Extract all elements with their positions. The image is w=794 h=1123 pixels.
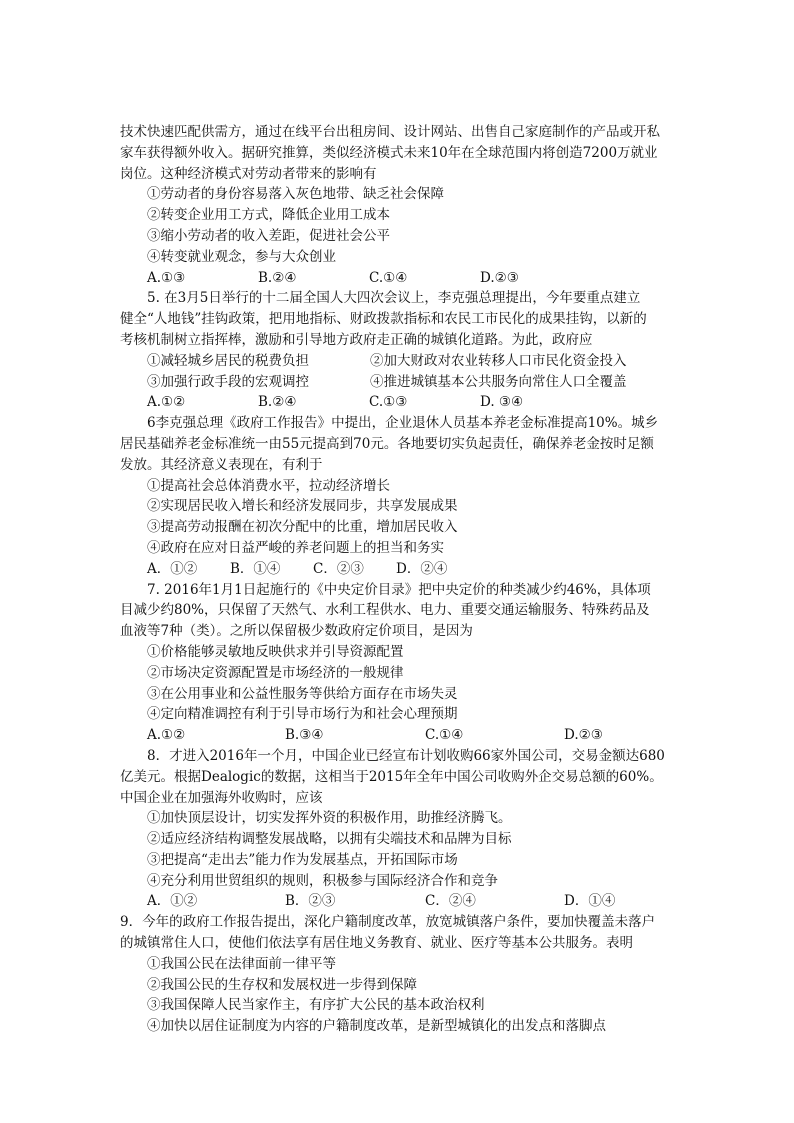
statement-item: ④充分利用世贸组织的规则，积极参与国际经济合作和竞争 [147, 872, 498, 889]
stem-line: 考核机制树立指挥棒，激励和引导地方政府走正确的城镇化道路。为此，政府应 [120, 331, 593, 348]
option-c: C.①④ [369, 269, 408, 286]
statement-item: ②市场决定资源配置是市场经济的一般规律 [147, 664, 404, 681]
statement-item: ③我国保障人民当家作主，有序扩大公民的基本政治权利 [147, 997, 485, 1014]
statement-item: ④转变就业观念，参与大众创业 [147, 248, 336, 265]
option-c: C．②③ [313, 560, 364, 577]
statement-row [120, 372, 675, 393]
option-b: B．②③ [285, 893, 336, 910]
exam-page [120, 122, 675, 1037]
statement-item: ③加强行政手段的宏观调控 [147, 373, 309, 390]
statement-item: ②加大财政对农业转移人口市民化资金投入 [370, 352, 627, 369]
option-b: B．①④ [230, 560, 281, 577]
statement-item: ②我国公民的生存权和发展权进一步得到保障 [147, 976, 417, 993]
statement-item: ④定向精准调控有利于引导市场行为和社会心理预期 [147, 706, 458, 723]
question-6-stem: 6李克强总理《政府工作报告》中提出，企业退休人员基本养老金标准提高10%。城乡 [147, 415, 659, 432]
answer-options [120, 268, 675, 289]
statement-item: ①减轻城乡居民的税费负担 [147, 352, 309, 369]
statement-item: ②适应经济结构调整发展战略，以拥有尖端技术和品牌为目标 [147, 831, 512, 848]
stem-line: 中国企业在加强海外收购时，应该 [120, 789, 323, 806]
stem-line: 技术快速匹配供需方，通过在线平台出租房间、设计网站、出售自己家庭制作的产品或开私 [120, 124, 660, 140]
option-b: B.②④ [258, 269, 297, 286]
option-d: D．②④ [396, 560, 448, 577]
option-d: D. ③④ [480, 394, 524, 411]
statement-item: ①我国公民在法律面前一律平等 [147, 955, 336, 972]
option-d: D.②③ [480, 269, 519, 286]
option-c: C．②④ [425, 893, 476, 910]
statement-item: ④推进城镇基本公共服务向常住人口全覆盖 [370, 373, 627, 390]
option-a: A.①② [147, 727, 186, 744]
option-d: D.②③ [564, 727, 603, 744]
option-a: A．①② [147, 893, 198, 910]
answer-options [120, 891, 675, 912]
answer-options [120, 559, 675, 580]
option-b: B.②④ [258, 394, 297, 411]
stem-line: 家车获得额外收入。据研究推算，类似经济模式未来10年在全球范围内将创造7200万就业 [120, 144, 658, 161]
stem-line: 目减少约80%，只保留了天然气、水利工程供水、电力、重要交通运输服务、特殊药品及 [120, 602, 650, 619]
statement-item: ④加快以居住证制度为内容的户籍制度改革，是新型城镇化的出发点和落脚点 [147, 1018, 606, 1035]
question-9-stem: 9．今年的政府工作报告提出，深化户籍制度改革，放宽城镇落户条件，要加快覆盖未落户 [120, 914, 656, 931]
question-5-stem: 5. 在3月5日举行的十二届全国人大四次会议上，李克强总理提出，今年要重点建立 [147, 290, 641, 307]
option-a: A．①② [147, 560, 198, 577]
answer-options [120, 392, 675, 413]
statement-item: ④政府在应对日益严峻的养老问题上的担当和务实 [147, 539, 444, 556]
question-7-stem: 7. 2016年1月1日起施行的《中央定价目录》把中央定价的种类减少约46%，具体项 [147, 581, 651, 598]
statement-item: ①加快顶层设计，切实发挥外资的积极作用，助推经济腾飞。 [147, 810, 512, 827]
stem-line: 发放。其经济意义表现在，有利于 [120, 456, 323, 473]
option-a: A.①② [147, 394, 186, 411]
stem-line: 的城镇常住人口，使他们依法享有居住地义务教育、就业、医疗等基本公共服务。表明 [120, 935, 633, 952]
statement-item: ①价格能够灵敏地反映供求并引导资源配置 [147, 643, 404, 660]
stem-line: 健全“人地钱”挂钩政策，把用地指标、财政拨款指标和农民工市民化的成果挂钩，以新的 [120, 311, 647, 328]
statement-row [120, 351, 675, 372]
question-8-stem: 8．才进入2016年一个月，中国企业已经宣布计划收购66家外国公司，交易金额达680 [147, 747, 665, 764]
statement-item: ③缩小劳动者的收入差距，促进社会公平 [147, 227, 390, 244]
stem-line: 血液等7种（类）。之所以保留极少数政府定价项目，是因为 [120, 623, 473, 640]
statement-item: ②实现居民收入增长和经济发展同步，共享发展成果 [147, 498, 458, 515]
statement-item: ①劳动者的身份容易落入灰色地带、缺乏社会保障 [147, 186, 444, 203]
option-c: C.①③ [369, 394, 408, 411]
option-d: D．①④ [564, 893, 616, 910]
statement-item: ①提高社会总体消费水平，拉动经济增长 [147, 477, 390, 494]
answer-options [120, 725, 675, 746]
statement-item: ③在公用事业和公益性服务等供给方面存在市场失灵 [147, 685, 458, 702]
stem-line: 居民基础养老金标准统一由55元提高到70元。各地要切实负起责任，确保养老金按时足额 [120, 435, 654, 452]
option-b: B.③④ [285, 727, 324, 744]
stem-line: 亿美元。根据Dealogic的数据，这相当于2015年全年中国公司收购外企交易总额的60%。 [120, 768, 663, 785]
statement-item: ③把提高“走出去”能力作为发展基点，开拓国际市场 [147, 851, 458, 868]
option-a: A.①③ [147, 269, 186, 286]
statement-item: ②转变企业用工方式，降低企业用工成本 [147, 207, 390, 224]
question-4-stem [120, 122, 675, 184]
statement-item: ③提高劳动报酬在初次分配中的比重，增加居民收入 [147, 519, 458, 536]
option-c: C.①④ [425, 727, 464, 744]
stem-line: 岗位。这种经济模式对劳动者带来的影响有 [120, 165, 377, 182]
